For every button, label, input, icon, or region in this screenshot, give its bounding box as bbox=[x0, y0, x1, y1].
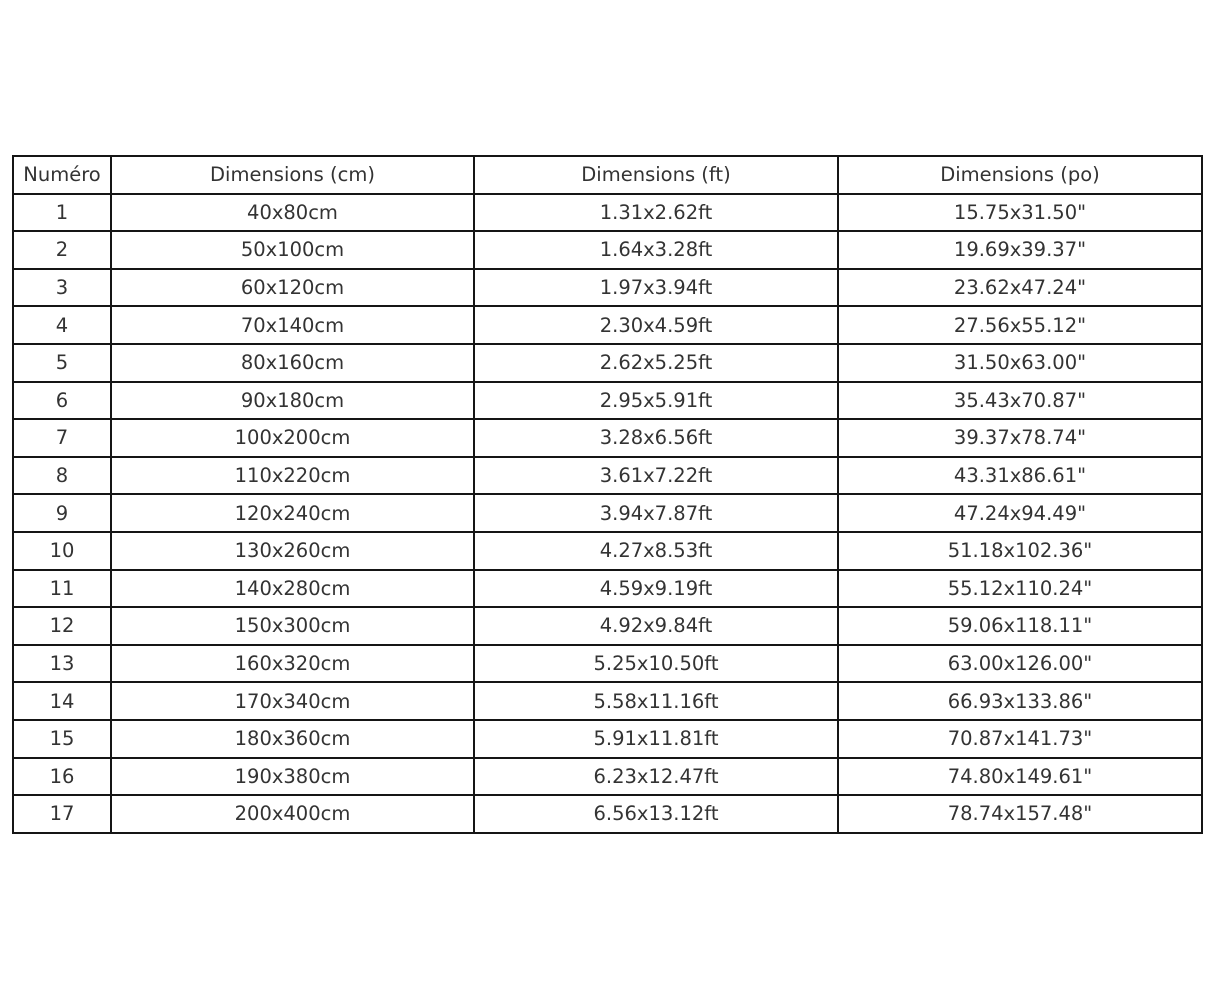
cell-po: 35.43x70.87" bbox=[838, 382, 1202, 420]
cell-numero: 4 bbox=[13, 306, 111, 344]
cell-cm: 50x100cm bbox=[111, 231, 474, 269]
column-header-numero: Numéro bbox=[13, 156, 111, 194]
cell-numero: 11 bbox=[13, 570, 111, 608]
cell-po: 31.50x63.00" bbox=[838, 344, 1202, 382]
cell-ft: 5.91x11.81ft bbox=[474, 720, 838, 758]
cell-ft: 6.56x13.12ft bbox=[474, 795, 838, 833]
table-row bbox=[13, 494, 1202, 532]
cell-po: 23.62x47.24" bbox=[838, 269, 1202, 307]
dimensions-table-container bbox=[12, 155, 1203, 834]
cell-cm: 120x240cm bbox=[111, 494, 474, 532]
cell-numero: 8 bbox=[13, 457, 111, 495]
cell-numero: 15 bbox=[13, 720, 111, 758]
table-row bbox=[13, 607, 1202, 645]
cell-ft: 4.27x8.53ft bbox=[474, 532, 838, 570]
column-header-po: Dimensions (po) bbox=[838, 156, 1202, 194]
cell-ft: 1.64x3.28ft bbox=[474, 231, 838, 269]
table-row bbox=[13, 269, 1202, 307]
cell-cm: 80x160cm bbox=[111, 344, 474, 382]
table-row bbox=[13, 720, 1202, 758]
cell-numero: 7 bbox=[13, 419, 111, 457]
cell-numero: 1 bbox=[13, 194, 111, 232]
table-body bbox=[13, 194, 1202, 833]
cell-ft: 2.95x5.91ft bbox=[474, 382, 838, 420]
table-row bbox=[13, 344, 1202, 382]
cell-cm: 170x340cm bbox=[111, 682, 474, 720]
cell-ft: 4.59x9.19ft bbox=[474, 570, 838, 608]
cell-cm: 100x200cm bbox=[111, 419, 474, 457]
cell-po: 55.12x110.24" bbox=[838, 570, 1202, 608]
cell-po: 15.75x31.50" bbox=[838, 194, 1202, 232]
cell-numero: 13 bbox=[13, 645, 111, 683]
cell-po: 63.00x126.00" bbox=[838, 645, 1202, 683]
cell-numero: 17 bbox=[13, 795, 111, 833]
cell-cm: 90x180cm bbox=[111, 382, 474, 420]
cell-po: 27.56x55.12" bbox=[838, 306, 1202, 344]
cell-ft: 5.25x10.50ft bbox=[474, 645, 838, 683]
cell-ft: 5.58x11.16ft bbox=[474, 682, 838, 720]
cell-cm: 40x80cm bbox=[111, 194, 474, 232]
table-row bbox=[13, 419, 1202, 457]
cell-ft: 1.97x3.94ft bbox=[474, 269, 838, 307]
cell-cm: 160x320cm bbox=[111, 645, 474, 683]
cell-po: 59.06x118.11" bbox=[838, 607, 1202, 645]
table-header bbox=[13, 156, 1202, 194]
cell-ft: 3.94x7.87ft bbox=[474, 494, 838, 532]
table-row bbox=[13, 795, 1202, 833]
cell-po: 70.87x141.73" bbox=[838, 720, 1202, 758]
cell-po: 39.37x78.74" bbox=[838, 419, 1202, 457]
cell-numero: 16 bbox=[13, 758, 111, 796]
table-row bbox=[13, 645, 1202, 683]
cell-ft: 4.92x9.84ft bbox=[474, 607, 838, 645]
table-header-row bbox=[13, 156, 1202, 194]
table-row bbox=[13, 231, 1202, 269]
table-row bbox=[13, 570, 1202, 608]
table-row bbox=[13, 382, 1202, 420]
cell-ft: 3.61x7.22ft bbox=[474, 457, 838, 495]
cell-cm: 180x360cm bbox=[111, 720, 474, 758]
table-row bbox=[13, 194, 1202, 232]
cell-po: 66.93x133.86" bbox=[838, 682, 1202, 720]
cell-numero: 10 bbox=[13, 532, 111, 570]
dimensions-conversion-table bbox=[12, 155, 1203, 834]
cell-cm: 200x400cm bbox=[111, 795, 474, 833]
cell-numero: 5 bbox=[13, 344, 111, 382]
cell-po: 19.69x39.37" bbox=[838, 231, 1202, 269]
table-row bbox=[13, 682, 1202, 720]
cell-numero: 3 bbox=[13, 269, 111, 307]
table-row bbox=[13, 758, 1202, 796]
cell-cm: 190x380cm bbox=[111, 758, 474, 796]
cell-cm: 130x260cm bbox=[111, 532, 474, 570]
cell-cm: 60x120cm bbox=[111, 269, 474, 307]
column-header-ft: Dimensions (ft) bbox=[474, 156, 838, 194]
cell-po: 78.74x157.48" bbox=[838, 795, 1202, 833]
cell-po: 51.18x102.36" bbox=[838, 532, 1202, 570]
column-header-cm: Dimensions (cm) bbox=[111, 156, 474, 194]
cell-cm: 110x220cm bbox=[111, 457, 474, 495]
cell-po: 43.31x86.61" bbox=[838, 457, 1202, 495]
cell-cm: 140x280cm bbox=[111, 570, 474, 608]
cell-cm: 150x300cm bbox=[111, 607, 474, 645]
table-row bbox=[13, 532, 1202, 570]
cell-numero: 9 bbox=[13, 494, 111, 532]
cell-numero: 12 bbox=[13, 607, 111, 645]
table-row bbox=[13, 457, 1202, 495]
cell-ft: 6.23x12.47ft bbox=[474, 758, 838, 796]
cell-ft: 2.30x4.59ft bbox=[474, 306, 838, 344]
cell-cm: 70x140cm bbox=[111, 306, 474, 344]
cell-po: 47.24x94.49" bbox=[838, 494, 1202, 532]
cell-numero: 6 bbox=[13, 382, 111, 420]
cell-ft: 3.28x6.56ft bbox=[474, 419, 838, 457]
cell-ft: 1.31x2.62ft bbox=[474, 194, 838, 232]
cell-ft: 2.62x5.25ft bbox=[474, 344, 838, 382]
cell-numero: 14 bbox=[13, 682, 111, 720]
table-row bbox=[13, 306, 1202, 344]
cell-po: 74.80x149.61" bbox=[838, 758, 1202, 796]
cell-numero: 2 bbox=[13, 231, 111, 269]
